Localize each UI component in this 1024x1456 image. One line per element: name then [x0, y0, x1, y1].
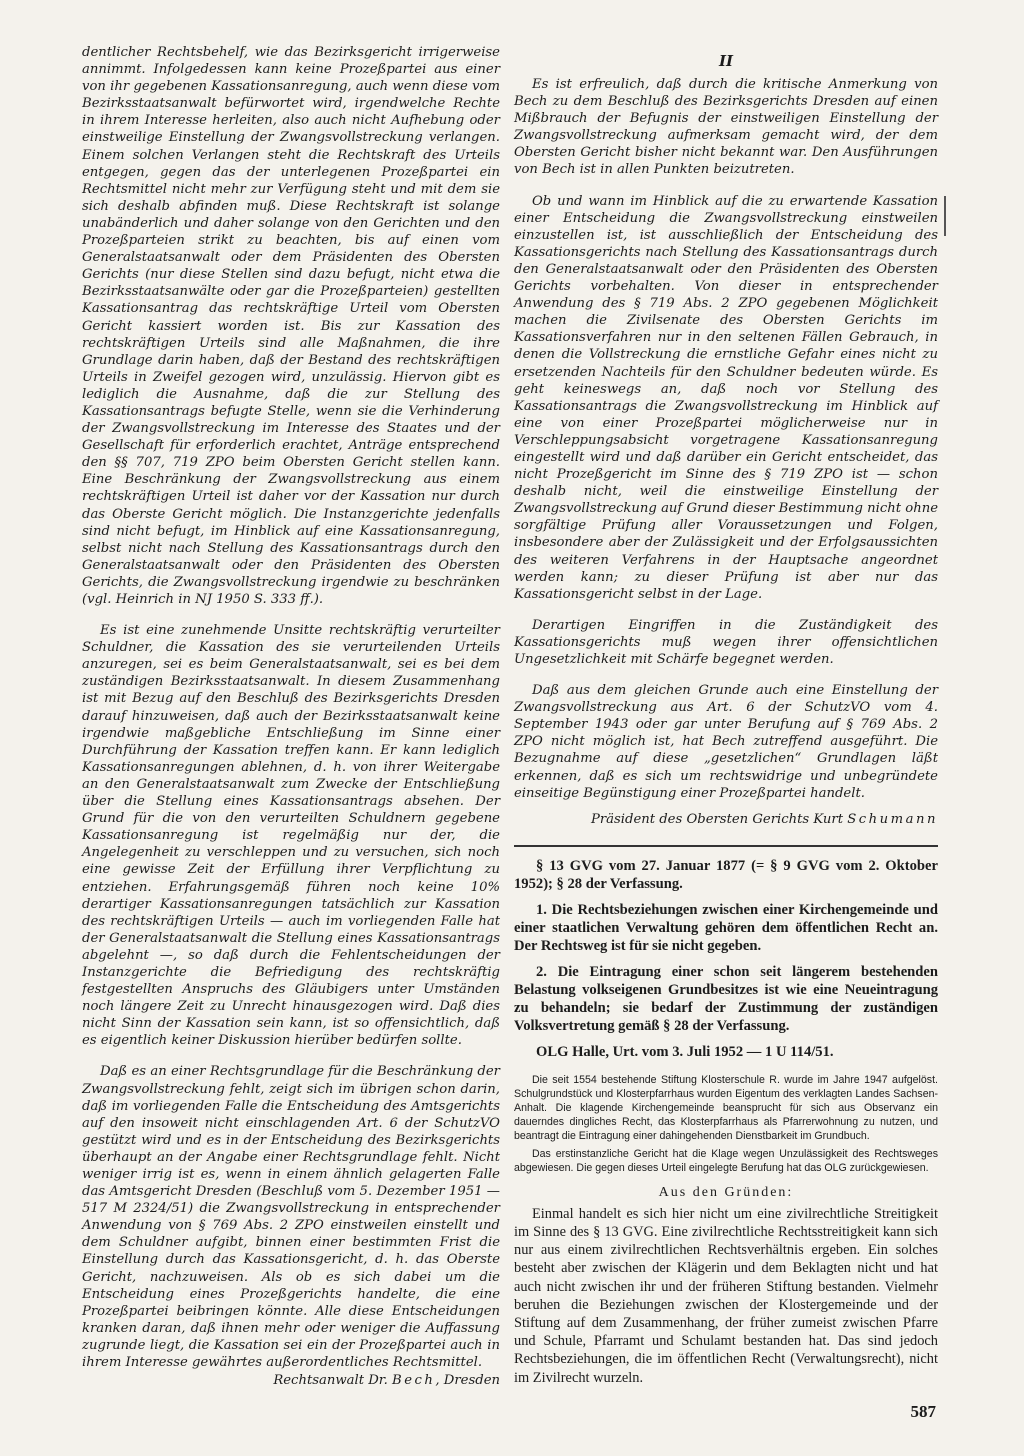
left-column — [82, 44, 500, 1388]
president-signature — [514, 812, 938, 827]
facts-paragraph: Das erstinstanzliche Gericht hat die Klage wegen Unzulässigkeit des Rechtsweges abgewiesen. Die gegen dieses Urteil eingelegte Berufung hat das OLG zurückgewiesen. — [514, 1147, 938, 1174]
signature-place: , Dresden — [435, 1373, 500, 1389]
signature-prefix: Rechtsanwalt Dr. — [273, 1373, 388, 1389]
paragraph: Es ist erfreulich, daß durch die kritische Anmerkung von Bech zu dem Beschluß des Bezirksgerichts Dresden auf einen Mißbrauch der Befugnis der einstweiligen Einstellung der Zwangsvollstreckung aufmerksam gemacht wird, der dem Obersten Gericht bisher nicht bekannt war. Den Ausführungen von Bech ist in allen Punkten beizutreten. — [514, 77, 938, 178]
paragraph: Daß es an einer Rechtsgrundlage für die Beschränkung der Zwangsvollstreckung fehlt, zeigt sich im übrigen schon darin, daß im vorliegenden Falle die Entscheidung des Amtsgerichts auf den insoweit nicht einschlagenden Art. 6 der SchutzVO gestützt wird und es in der Entscheidung des Bezirksgerichts überhaupt an der Angabe einer Rechtsgrundlage fehlt. Nicht weniger irrig ist es, wenn in einem ähnlich gelagerten Falle das Amtsgericht Dresden (Beschluß vom 5. Dezember 1951 — 517 M 2324/51) die Zwangsvollstreckung in entsprechender Anwendung von § 769 Abs. 2 ZPO einstweilen einstellt und dem Schuldner aufgibt, binnen einer bestimmten Frist die Einstellung durch das Kassationsgericht, d. h. das Oberste Gericht, nachzuweisen. Als ob es sich dabei um die Entscheidung eines Prozeßgerichts handelte, die eine Prozeßpartei beibringen könnte. Alle diese Entscheidungen kranken daran, daß ihnen mehr oder weniger die Auffassung zugrunde liegt, die Kassation sei ein der Prozeßpartei auch in ihrem Interesse gewährtes außerordentliches Rechtsmittel. — [82, 1064, 500, 1371]
signature-name: Bech — [392, 1373, 436, 1389]
reasons-heading: Aus den Gründen: — [658, 1184, 794, 1200]
paragraph: Ob und wann im Hinblick auf die zu erwartende Kassation einer Entscheidung die Zwangsvollstreckung einstweilen einzustellen ist, ist ausschließlich der Entscheidung des Kassationsgerichts nach Stellung des Kassationsantrags durch den Generalstaatsanwalt oder den Präsidenten des Obersten Gerichts vorbehalten. Von dieser in entsprechender Anwendung des § 719 Abs. 2 ZPO gegebenen Möglichkeit machen die Zivilsenate des Obersten Gerichts im Kassationsverfahren nur in den seltenen Fällen Gebrauch, in denen die Vollstreckung die ernstliche Gefahr eines nicht zu ersetzenden Nachteils für den Schuldner bedeuten würde. Es geht keineswegs an, daß noch vor Stellung des Kassationsantrags die Zwangsvollstreckung im Hinblick auf eine von einer Prozeßpartei möglicherweise nur in Verschleppungsabsicht vorgetragene Kassationsanregung eingestellt wird und daß darüber ein Gericht entscheidet, das nicht Prozeßgericht im Sinne des § 719 ZPO ist — schon deshalb nicht, weil die einstweilige Einstellung der Zwangsvollstreckung auf Grund dieser Bestimmung nicht ohne sorgfältige Prüfung aller Voraussetzungen und Folgen, insbesondere aber der Zulässigkeit und der Erfolgsaussichten des weiteren Verfahrens in der Hauptsache angeordnet werden kann; zu dieser Prüfung ist aber nur das Kassationsgericht selbst in der Lage. — [514, 193, 938, 602]
headnote-item: 1. Die Rechtsbeziehungen zwischen einer Kirchengemeinde und einer staatlichen Verwaltung gehören dem öffentlichen Recht an. Der Rechtsweg ist für sie nicht gegeben. — [514, 901, 938, 954]
section-numeral: II — [718, 52, 734, 70]
reasons-paragraph: Einmal handelt es sich hier nicht um eine zivilrechtliche Streitigkeit im Sinne des § 13 GVG. Eine zivilrechtliche Rechtsstreitigkeit kann sich nur aus einem zivilrechtlichen Rechtsverhältnis ergeben. Ein solches besteht aber zwischen der Klägerin und dem Beklagten nicht und hat auch nicht zwischen ihr und der früheren Stiftung bestanden. Vielmehr beruhen die Beziehungen zwischen der Klostergemeinde und der Stiftung auf dem Zusammenhang, der früher zumeist zwischen Pfarre und Schule, Pfarramt und Schulamt bestanden hat. Das sind jedoch Rechtsbeziehungen, die im öffentlichen Recht (Verwaltungsrecht), nicht im Zivilrecht wurzeln. — [514, 1205, 938, 1386]
section-divider — [514, 845, 938, 847]
paragraph: Derartigen Eingriffen in die Zuständigkeit des Kassationsgerichts muß wegen ihrer offensichtlichen Ungesetzlichkeit mit Schärfe begegnet werden. — [514, 617, 938, 667]
margin-mark — [944, 196, 946, 236]
page-number: 587 — [910, 1402, 936, 1421]
paragraph: Daß aus dem gleichen Grunde auch eine Einstellung der Zwangsvollstreckung aus Art. 6 der SchutzVO vom 4. September 1943 oder gar unter Berufung auf § 769 Abs. 2 ZPO nicht möglich ist, hat Bech zutreffend ausgeführt. Die Bezugnahme auf diese „gesetzlichen“ Grundlagen läßt erkennen, daß es sich um rechtswidrige und unbegründete einseitige Begünstigung einer Prozeßpartei handelt. — [514, 683, 938, 801]
signature-name: Schumann — [847, 811, 938, 827]
author-signature — [82, 1373, 500, 1388]
headnote-item: 2. Die Eintragung einer schon seit längerem bestehenden Belastung volkseigenen Grundbesitzes ist wie eine Neueintragung zu behandeln; sie bedarf der Zustimmung der zuständigen Volksvertretung gemäß § 28 der Verfassung. — [514, 963, 938, 1034]
paragraph: dentlicher Rechtsbehelf, wie das Bezirksgericht irrigerweise annimmt. Infolgedessen kann keine Prozeßpartei aus einer von ihr gegebenen Kassationsanregung, auch wenn diese vom Bezirksstaatsanwalt befürwortet wird, irgendwelche Rechte in ihrem Interesse herleiten, also auch nicht Aufhebung oder einstweilige Einstellung der Zwangsvollstreckung verlangen. Einem solchen Verlangen steht die Rechtskraft des Urteils entgegen, gegen das der unterlegenen Prozeßpartei ein Rechtsmittel nicht mehr zur Verfügung steht und mit dem sie sich deshalb abfinden muß. Diese Rechtskraft ist solange unabänderlich und daher solange von den Gerichten und den Prozeßparteien strikt zu beachten, bis auf einen vom Generalstaatsanwalt oder dem Präsidenten des Obersten Gerichts (nur diese Stellen sind dazu befugt, nicht etwa die Bezirksstaatsanwälte oder gar die Prozeßparteien) gestellten Kassationsantrag das rechtskräftige Urteil vom Obersten Gericht kassiert worden ist. Bis zur Kassation des rechtskräftigen Urteils sind alle Maßnahmen, die ihre Grundlage darin haben, daß der Bestand des rechtskräftigen Urteils in Zweifel gezogen wird, unzulässig. Hiervon gibt es lediglich die Ausnahme, daß die zur Stellung des Kassationsantrags befugte Stelle, wenn sie die Verhinderung der Zwangsvollstreckung im Interesse des Staates und der Gesellschaft für erforderlich erachtet, Anträge entsprechend den §§ 707, 719 ZPO beim Obersten Gericht stellen kann. Eine Beschränkung der Zwangsvollstreckung aus einem rechtskräftigen Urteil ist daher vor der Kassation nur durch das Oberste Gericht möglich. Die Instanzgerichte jedenfalls sind nicht befugt, im Hinblick auf eine Kassationsanregung, selbst nicht nach Stellung des Kassationsantrags durch den Generalstaatsanwalt oder den Präsidenten des Obersten Gerichts, die Zwangsvollstreckung irgendwie zu beschränken (vgl. Heinrich in NJ 1950 S. 333 ff.). — [82, 45, 500, 607]
facts-paragraph: Die seit 1554 bestehende Stiftung Klosterschule R. wurde im Jahre 1947 aufgelöst. Schulgrundstück und Klosterpfarrhaus wurden Eigentum des verklagten Landes Sachsen-Anhalt. Die klagende Kirchengemeinde beansprucht für sich aus Observanz ein dauerndes dingliches Recht, das Klosterpfarrhaus als Pfarrerwohnung zu nutzen, und beantragt die Eintragung einer dahingehenden Dienstbarkeit im Grundbuch. — [514, 1073, 938, 1142]
court-reference: OLG Halle, Urt. vom 3. Juli 1952 — 1 U 114/51. — [536, 1043, 834, 1060]
headnote-reference: § 13 GVG vom 27. Januar 1877 (= § 9 GVG vom 2. Oktober 1952); § 28 der Verfassung. — [514, 857, 938, 892]
right-column — [514, 44, 938, 1387]
signature-prefix: Präsident des Obersten Gerichts Kurt — [590, 811, 844, 827]
paragraph: Es ist eine zunehmende Unsitte rechtskräftig verurteilter Schuldner, die Kassation des sie verurteilenden Urteils anzuregen, sei es beim Generalstaatsanwalt, sei es bei dem zuständigen Bezirksstaatsanwalt. In diesem Zusammenhang ist mit Bezug auf den Beschluß des Bezirksgerichts Dresden darauf hinzuweisen, daß auch der Bezirksstaatsanwalt keine irgendwie maßgebliche Entschließung im Sinne einer Durchführung der Kassation treffen kann. Er kann lediglich Kassationsanregungen ablehnen, d. h. von ihrer Weitergabe an den Generalstaatsanwalt zum Zwecke der Entschließung über die Stellung eines Kassationsantrags absehen. Der Grund für die von den verurteilten Schuldnern gegebene Kassationsanregung ist regelmäßig nur der, die Angelegenheit zu verschleppen und zu versuchen, sich noch eine gewisse Zeit der Erfüllung ihrer Verpflichtung zu entziehen. Erfahrungsgemäß führen noch keine 10% derartiger Kassationsanregungen tatsächlich zur Kassation des rechtskräftigen Urteils — auch im vorliegenden Falle hat der Generalstaatsanwalt die Stellung eines Kassationsantrags abgelehnt —, so daß durch die Fehlentscheidungen der Instanzgerichte die Befriedigung des rechtskräftig festgestellten Anspruchs des Gläubigers unter Umständen noch längere Zeit zu Unrecht hinausgezogen wird. Daß dies nicht Sinn der Kassation sein kann, ist so offensichtlich, daß es eigentlich keiner Diskussion hierüber bedürfen sollte. — [82, 623, 500, 1049]
